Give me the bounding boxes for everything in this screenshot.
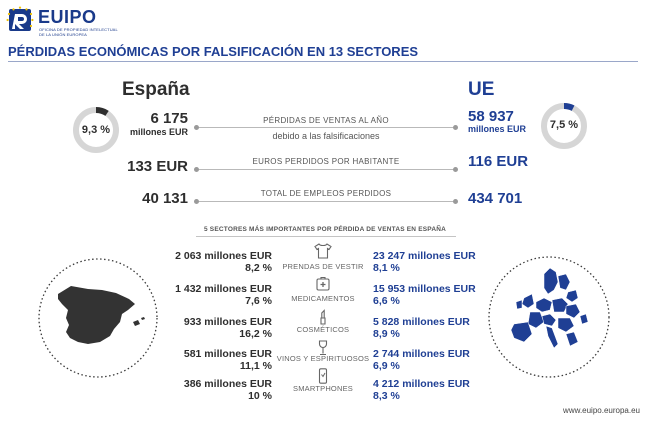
sector-apparel-eu-value: 23 247 millones EUR — [373, 250, 476, 262]
euipo-logo — [6, 6, 116, 36]
stat-sales-loss-spain-unit: millones EUR — [129, 127, 188, 137]
stat-sales-loss-caption: PÉRDIDAS DE VENTAS AL AÑO — [263, 116, 389, 125]
stat-per-capita-spain-value: 133 EUR — [127, 158, 188, 175]
sector-apparel-spain-pct: 8,2 % — [245, 262, 272, 274]
sector-cosmetics-spain-pct: 16,2 % — [239, 328, 272, 340]
stat-jobs-eu-value: 434 701 — [468, 190, 523, 207]
spain-map-icon — [36, 256, 160, 380]
euipo-logo-mark-icon — [6, 6, 34, 34]
region-label-spain: España — [122, 79, 190, 100]
sector-medicines-spain-pct: 7,6 % — [245, 295, 272, 307]
stat-sales-loss-eu-unit: millones EUR — [468, 124, 527, 134]
sector-apparel-eu-pct: 8,1 % — [373, 262, 400, 274]
stat-sales-loss-eu-value: 58 937 — [468, 108, 514, 125]
sector-wines-eu-value: 2 744 millones EUR — [373, 348, 470, 360]
sector-smartphones-spain-value: 386 millones EUR — [183, 378, 272, 390]
sector-medicines-spain-value: 1 432 millones EUR — [175, 283, 272, 295]
sector-smartphones-name: SMARTPHONES — [293, 384, 353, 393]
donut-label-spain: 9,3 % — [81, 124, 111, 136]
sector-cosmetics-name: COSMÉTICOS — [296, 325, 350, 334]
logo-subtitle-2: DE LA UNIÓN EUROPEA — [39, 32, 87, 37]
stat-connector-line — [196, 201, 456, 202]
sector-apparel-spain-value: 2 063 millones EUR — [175, 250, 272, 262]
logo-subtitle-1: OFICINA DE PROPIEDAD INTELECTUAL — [39, 27, 118, 32]
sector-medicines-eu-value: 15 953 millones EUR — [373, 283, 476, 295]
tshirt-icon — [312, 243, 334, 259]
footer-url: www.euipo.europa.eu — [563, 406, 640, 415]
smartphone-icon — [312, 368, 334, 384]
sector-cosmetics-eu-pct: 8,9 % — [373, 328, 400, 340]
sector-cosmetics-spain-value: 933 millones EUR — [183, 316, 272, 328]
sector-smartphones-spain-pct: 10 % — [248, 390, 272, 402]
sector-medicines-eu-pct: 6,6 % — [373, 295, 400, 307]
sector-apparel-name: PRENDAS DE VESTIR — [282, 262, 364, 271]
region-label-eu: UE — [468, 79, 495, 100]
stat-connector-line — [196, 127, 456, 128]
stat-sales-loss-spain-value: 6 175 — [150, 110, 188, 127]
stat-jobs-caption: TOTAL DE EMPLEOS PERDIDOS — [260, 189, 392, 198]
sectors-divider — [196, 236, 456, 237]
sector-cosmetics-eu-value: 5 828 millones EUR — [373, 316, 470, 328]
stat-sales-loss-subcaption: debido a las falsificaciones — [272, 131, 380, 141]
sector-smartphones-eu-pct: 8,3 % — [373, 390, 400, 402]
sector-wines-spain-pct: 11,1 % — [239, 360, 272, 372]
stat-jobs-spain-value: 40 131 — [142, 190, 188, 207]
title-divider — [8, 61, 638, 62]
sector-wines-eu-pct: 6,9 % — [373, 360, 400, 372]
sector-wines-name: VINOS Y ESPIRITUOSOS — [276, 354, 370, 363]
sector-medicines-name: MEDICAMENTOS — [291, 294, 355, 303]
lipstick-icon — [312, 309, 334, 325]
sectors-title: 5 SECTORES MÁS IMPORTANTES POR PÉRDIDA DE VENTAS EN ESPAÑA — [203, 226, 447, 233]
page-title: PÉRDIDAS ECONÓMICAS POR FALSIFICACIÓN EN 13 SECTORES — [8, 44, 419, 59]
sector-wines-spain-value: 581 millones EUR — [183, 348, 272, 360]
stat-connector-line — [196, 169, 456, 170]
stat-per-capita-caption: EUROS PERDIDOS POR HABITANTE — [252, 157, 400, 166]
sector-smartphones-eu-value: 4 212 millones EUR — [373, 378, 470, 390]
donut-label-eu: 7,5 % — [549, 119, 579, 131]
medkit-icon — [312, 276, 334, 292]
eu-map-icon — [486, 254, 612, 380]
stat-per-capita-eu-value: 116 EUR — [468, 153, 529, 170]
logo-text: EUIPO — [38, 7, 97, 27]
